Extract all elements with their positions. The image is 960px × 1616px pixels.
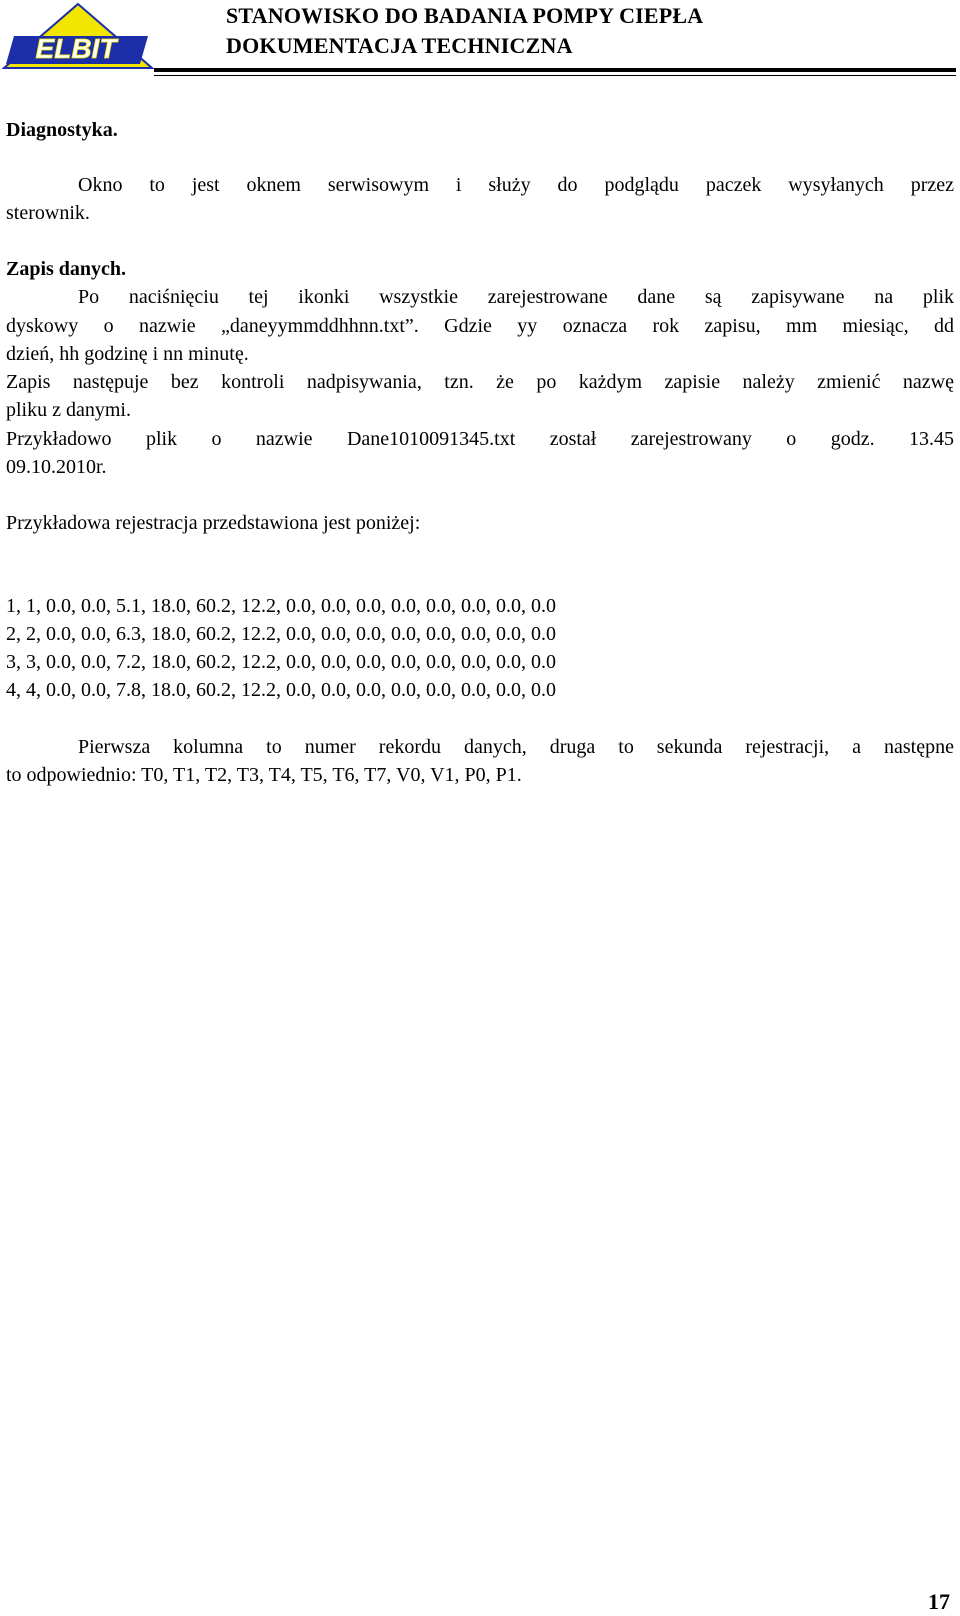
zapis-p2-line2: pliku z danymi. (6, 399, 131, 421)
heading-diagnostyka: Diagnostyka. (6, 119, 118, 141)
page-header (0, 0, 960, 80)
zapis-p3-line1: Przykładowo plik o nazwie Dane1010091345.txt został zarejestrowany o godz. 13.45 (6, 428, 954, 450)
record-line: 3, 3, 0.0, 0.0, 7.2, 18.0, 60.2, 12.2, 0.0, 0.0, 0.0, 0.0, 0.0, 0.0, 0.0, 0.0 (6, 651, 556, 673)
header-rule-thin (154, 75, 956, 76)
svg-text:ELBIT: ELBIT (35, 33, 117, 64)
elbit-logo (2, 2, 154, 72)
final-para-line2: to odpowiednio: T0, T1, T2, T3, T4, T5, T6, T7, V0, V1, P0, P1. (6, 764, 522, 786)
example-intro: Przykładowa rejestracja przedstawiona jest poniżej: (6, 512, 421, 534)
heading-zapis-danych: Zapis danych. (6, 258, 127, 280)
diagnostyka-para-line2: sterownik. (6, 202, 90, 224)
record-line: 2, 2, 0.0, 0.0, 6.3, 18.0, 60.2, 12.2, 0.0, 0.0, 0.0, 0.0, 0.0, 0.0, 0.0, 0.0 (6, 623, 556, 645)
zapis-p1-line2: dyskowy o nazwie „daneyymmddhhnn.txt”. Gdzie yy oznacza rok zapisu, mm miesiąc, dd (6, 315, 954, 337)
final-para-line1: Pierwsza kolumna to numer rekordu danych, druga to sekunda rejestracji, a następne (78, 736, 954, 758)
zapis-p3-line2: 09.10.2010r. (6, 456, 107, 478)
record-line: 1, 1, 0.0, 0.0, 5.1, 18.0, 60.2, 12.2, 0.0, 0.0, 0.0, 0.0, 0.0, 0.0, 0.0, 0.0 (6, 595, 556, 617)
header-rule-thick (154, 68, 956, 72)
page-number: 17 (928, 1589, 950, 1614)
header-title-line1: STANOWISKO DO BADANIA POMPY CIEPŁA (226, 3, 704, 28)
zapis-p2-line1: Zapis następuje bez kontroli nadpisywania, tzn. że po każdym zapisie należy zmienić nazwę (6, 371, 954, 393)
zapis-p1-line1: Po naciśnięciu tej ikonki wszystkie zarejestrowane dane są zapisywane na plik (78, 286, 954, 308)
diagnostyka-para-line1: Okno to jest oknem serwisowym i służy do podglądu paczek wysyłanych przez (78, 174, 954, 196)
record-line: 4, 4, 0.0, 0.0, 7.8, 18.0, 60.2, 12.2, 0.0, 0.0, 0.0, 0.0, 0.0, 0.0, 0.0, 0.0 (6, 679, 556, 701)
header-title-line2: DOKUMENTACJA TECHNICZNA (226, 33, 573, 58)
zapis-p1-line3: dzień, hh godzinę i nn minutę. (6, 343, 249, 365)
